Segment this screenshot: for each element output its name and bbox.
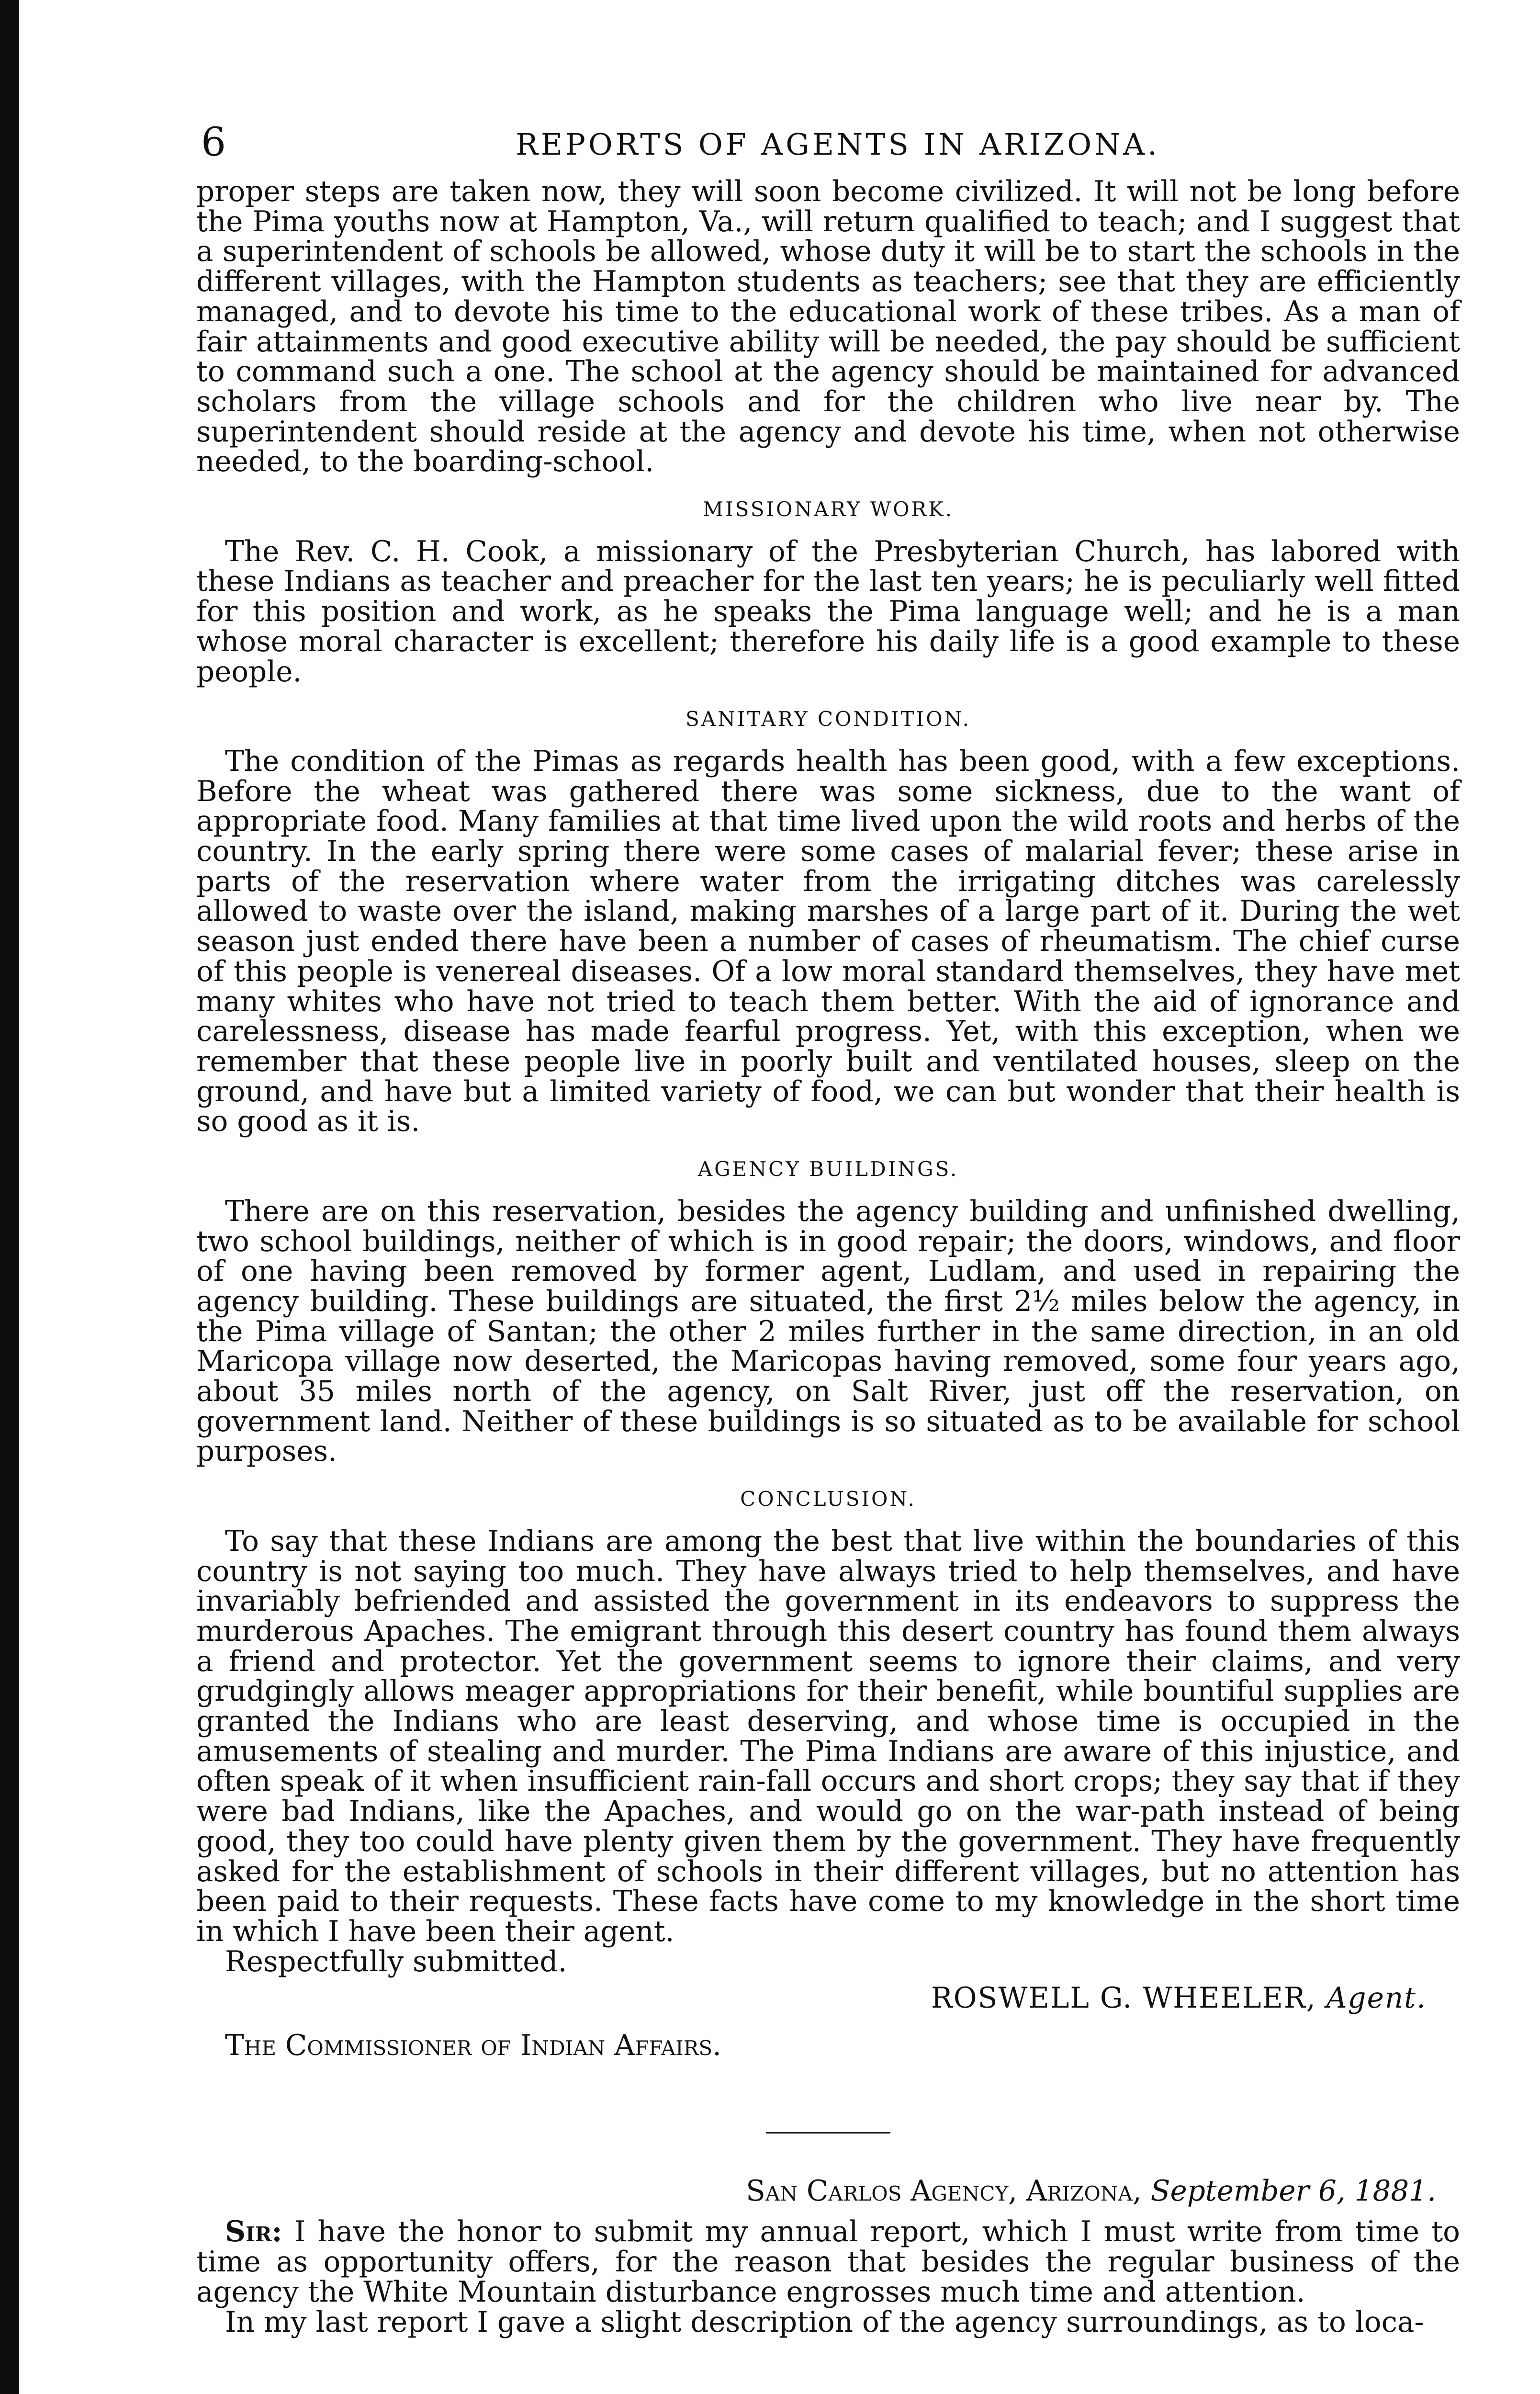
section-text-conclusion: To say that these Indians are among the best that live within the boundaries of this country is not saying too much. They have always tried to help themselves, and have invariably befriended and assisted the government in its endeavors to suppress the murderous Apaches. The emigrant through this desert country has found them always a friend and protector. Yet the government seems to ignore their claims, and very grudgingly allows meager appropriations for their benefit, while bountiful supplies are granted the Indians who are least deserving, and whose time is occupied in the amusements of stealing and murder. The Pima Indians are aware of this injustice, and often speak of it when insufficient rain-fall occurs and short crops; they say that if they were bad Indians, like the Apaches, and would go on the war-path instead of being good, they too could have plenty given them by the government. They have frequently asked for the establishment of schools in their different villages, but no attention has been paid to their requests. These facts have come to my knowledge in the short time in which I have been their agent. [196,1524,1460,1948]
running-header [196,110,1460,172]
running-title: REPORTS OF AGENTS IN ARIZONA. [516,127,1160,162]
next-report-paragraph-1-text: I have the honor to submit my annual report, which I must write from time to time as opportunity offers, for the reason that besides the regular business of the agency the White Mountain disturbance engrosses much time and attention. [196,2215,1460,2309]
scan-left-border [0,0,19,2394]
section-heading-sanitary-condition: SANITARY CONDITION. [686,707,971,731]
next-report-paragraph-2: In my last report I gave a slight description of the agency surroundings, as to loca- [225,2305,1424,2339]
dateline-date: September 6, 1881. [1150,2174,1436,2208]
page-number: 6 [201,120,226,165]
dateline-place: San Carlos Agency, Arizona, [746,2174,1142,2208]
section-text-missionary-work: The Rev. C. H. Cook, a missionary of the Presbyterian Church, has labored with these Indians as teacher and preacher for the last ten years; he is peculiarly well fitted for this position and work, as he speaks the Pima language well; and he is a man whose moral character is excellent; therefore his daily life is a good example to these people. [196,535,1460,689]
complimentary-close: Respectfully submitted. [225,1945,567,1978]
addressee-line [196,2031,1460,2061]
signer-name: ROSWELL G. WHEELER, [931,1982,1316,2015]
section-heading-conclusion: CONCLUSION. [740,1487,916,1511]
section-text-sanitary-condition: The condition of the Pimas as regards health has been good, with a few exceptions. Before the wheat was gathered there was some sickness, due to the want of appropriate food. Many families at that time lived upon the wild roots and herbs of the country. In the early spring there were some cases of malarial fever; these arise in parts of the reservation where water from the irrigating ditches was carelessly allowed to waste over the island, making marshes of a large part of it. During the wet season just ended there have been a number of cases of rheumatism. The chief curse of this people is venereal diseases. Of a low moral standard themselves, they have met many whites who have not tried to teach them better. With the aid of ignorance and carelessness, disease has made fearful progress. Yet, with this exception, when we remember that these people live in poorly built and ventilated houses, sleep on the ground, and have but a limited variety of food, we can but wonder that their health is so good as it is. [196,745,1460,1139]
signature-line [196,1984,1460,2014]
section-heading-agency-buildings: AGENCY BUILDINGS. [697,1157,959,1181]
section-text-agency-buildings: There are on this reservation, besides the agency building and unfinished dwelling, two school buildings, neither of which is in good repair; the doors, windows, and floor of one having been removed by former agent, Ludlam, and used in repairing the agency building. These buildings are situated, the first 2½ miles below the agency, in the Pima village of Santan; the other 2 miles further in the same direction, in an old Maricopa village now deserted, the Maricopas having removed, some four years ago, about 35 miles north of the agency, on Salt River, just off the reservation, on government land. Neither of these buildings is so situated as to be available for school purposes. [196,1195,1460,1468]
section-divider-rule [766,2132,890,2134]
section-heading-missionary-work: MISSIONARY WORK. [703,497,954,521]
intro-paragraph: proper steps are taken now, they will soon become civilized. It will not be long before the Pima youths now at Hampton, Va., will return qualified to teach; and I suggest that a superintendent of schools be allowed, whose duty it will be to start the schools in the different villages, with the Hampton students as teachers; see that they are efficiently managed, and to devote his time to the educational work of these tribes. As a man of fair attainments and good executive ability will be needed, the pay should be sufficient to command such a one. The school at the agency should be maintained for advanced scholars from the village schools and for the children who live near by. The superintendent should reside at the agency and devote his time, when not otherwise needed, to the boarding-school. [196,175,1460,479]
document-page [196,110,1460,2338]
dateline [196,2174,1460,2208]
signer-title: Agent. [1326,1982,1427,2015]
salutation: Sir: [225,2215,282,2249]
next-report-paragraph-1 [196,2217,1460,2307]
addressee: The Commissioner of Indian Affairs. [225,2029,722,2063]
